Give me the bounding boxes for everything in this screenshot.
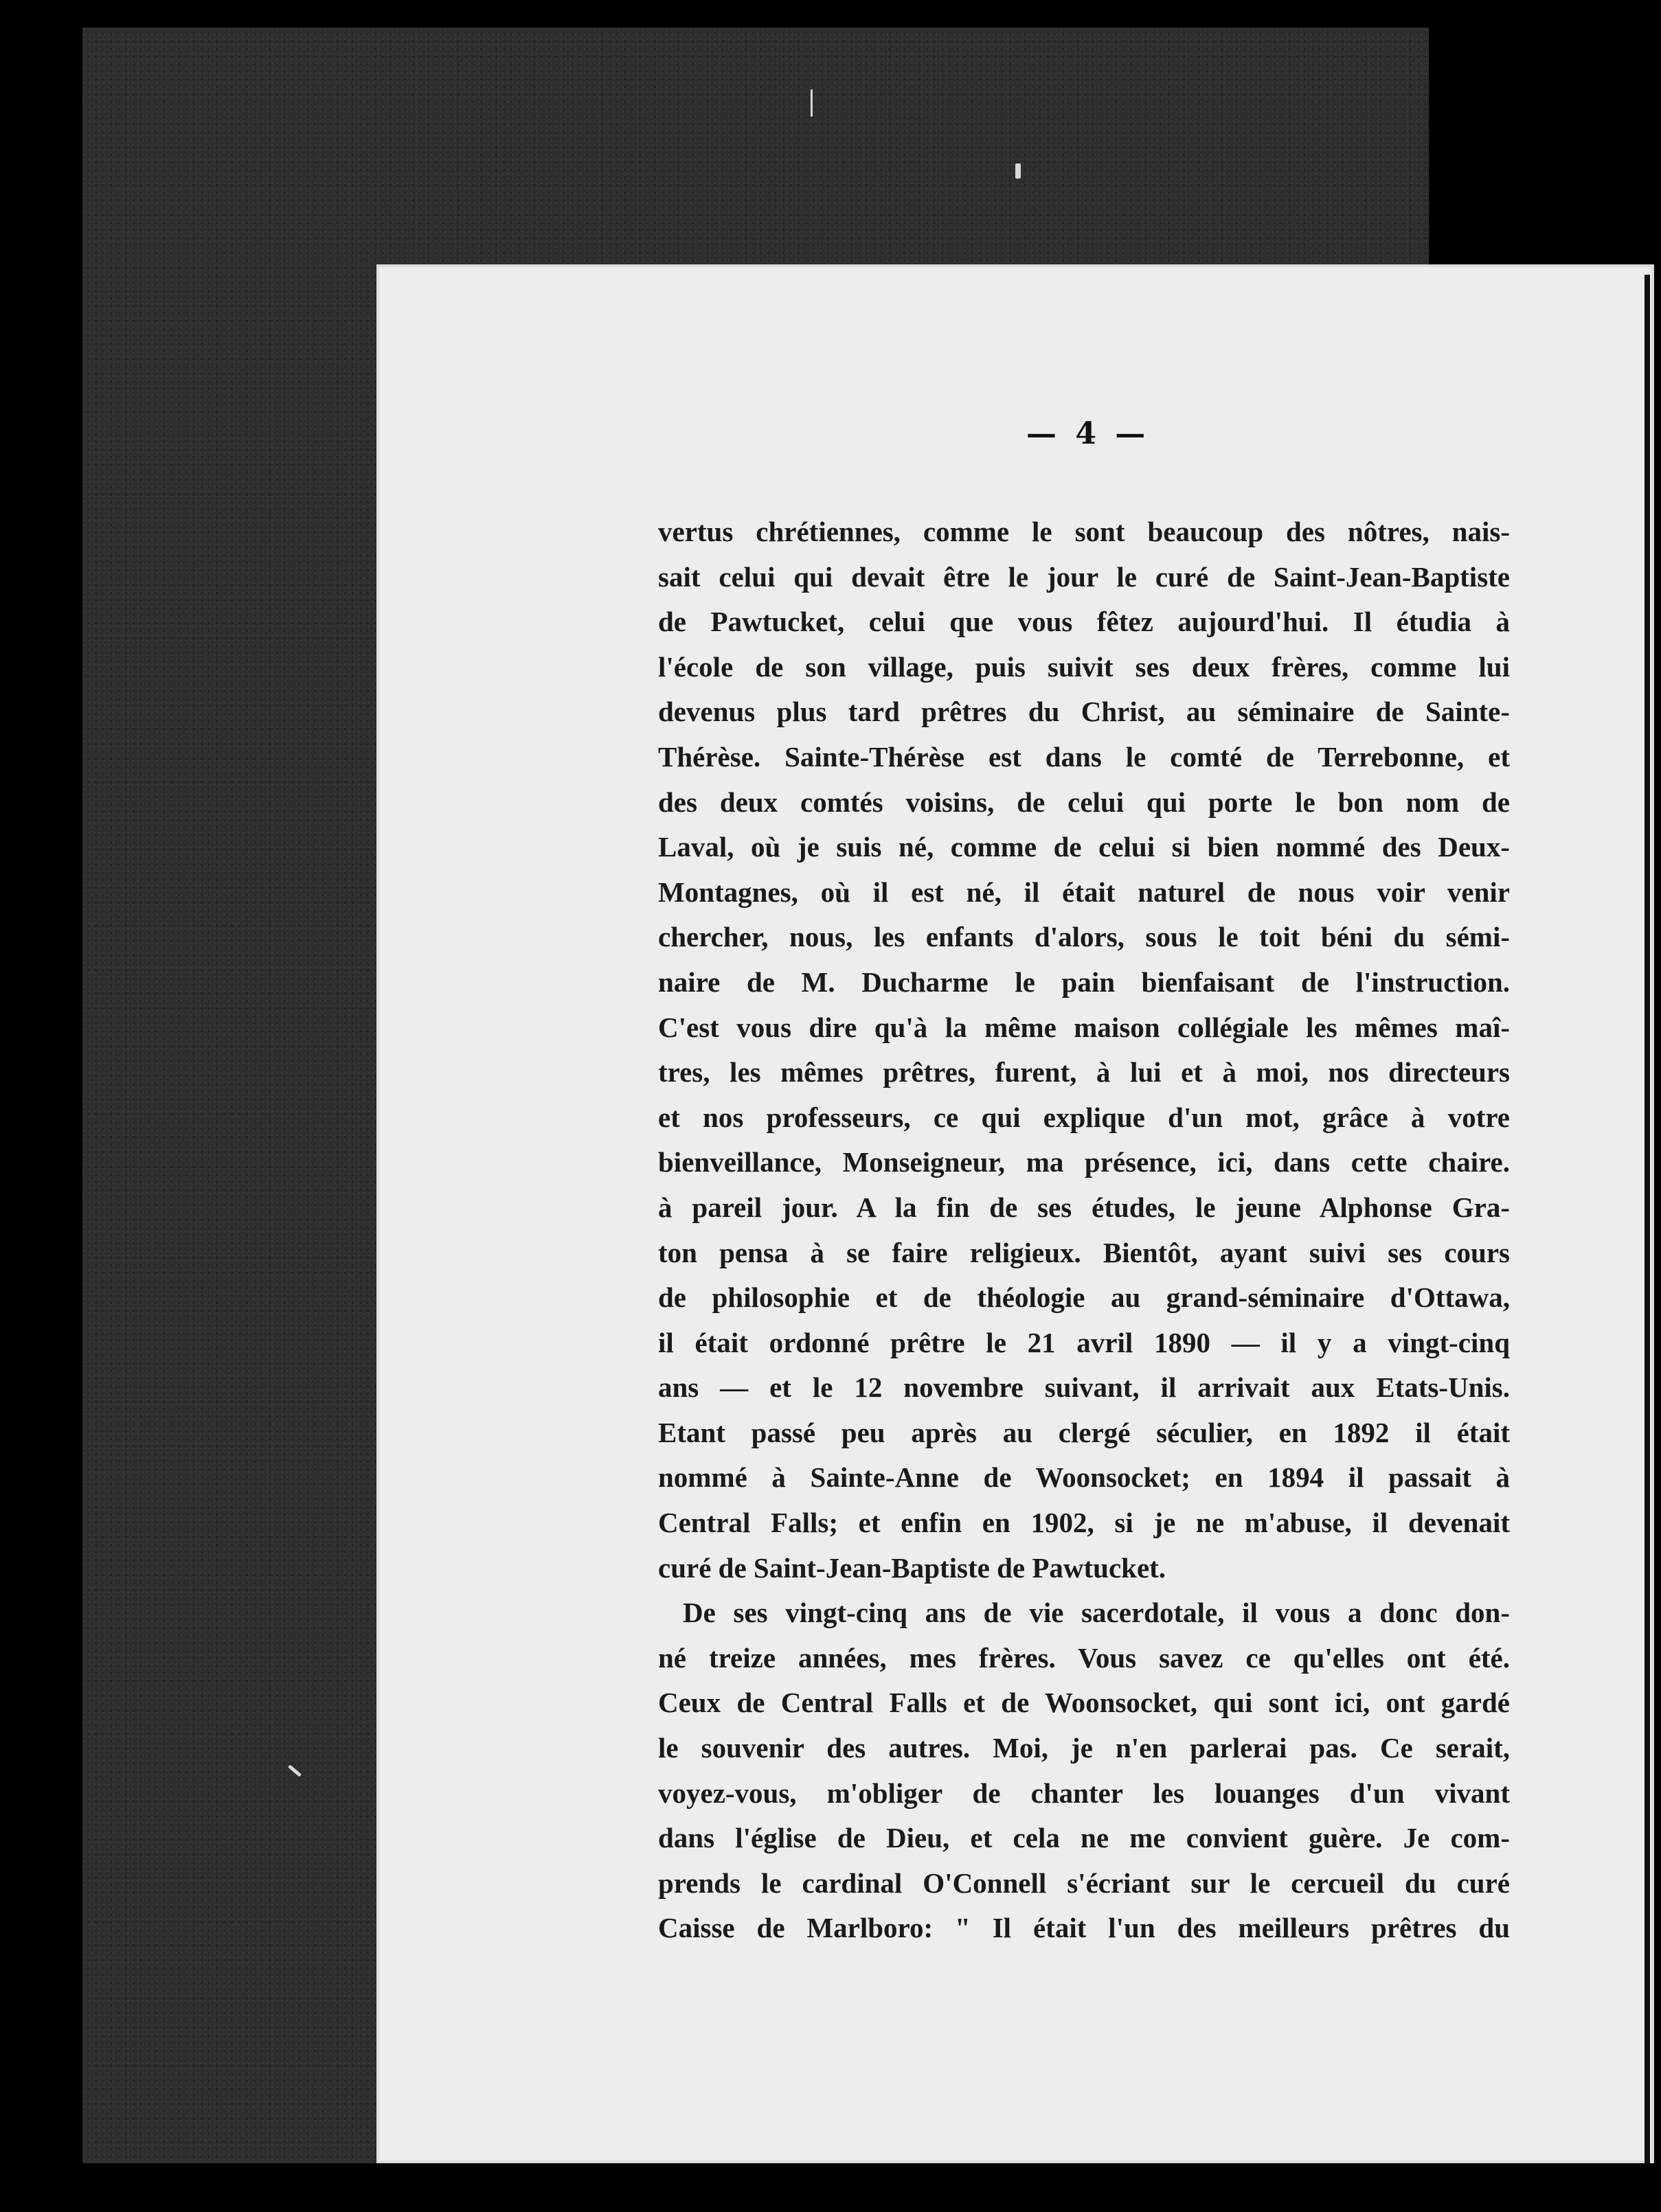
- text-line: né treize années, mes frères. Vous savez ce qu'elles ont été.: [658, 1641, 1510, 1674]
- text-line: naire de M. Ducharme le pain bienfaisant de l'instruction.: [658, 966, 1510, 998]
- text-line: Laval, où je suis né, comme de celui si bien nommé des Deux-: [658, 831, 1510, 863]
- text-line: tres, les mêmes prêtres, furent, à lui et à moi, nos directeurs: [658, 1056, 1510, 1088]
- text-line: il était ordonné prêtre le 21 avril 1890 — il y a vingt-cinq: [658, 1326, 1510, 1358]
- text-line: Ceux de Central Falls et de Woonsocket, qui sont ici, ont gardé: [658, 1687, 1510, 1719]
- text-line: devenus plus tard prêtres du Christ, au séminaire de Sainte-: [658, 696, 1510, 728]
- text-line: et nos professeurs, ce qui explique d'un mot, grâce à votre: [658, 1101, 1510, 1133]
- text-line: des deux comtés voisins, de celui qui porte le bon nom de: [658, 786, 1510, 818]
- text-line: Etant passé peu après au clergé séculier, en 1892 il était: [658, 1416, 1510, 1448]
- text-line: à pareil jour. A la fin de ses études, le jeune Alphonse Gra-: [658, 1191, 1510, 1223]
- text-line: Montagnes, où il est né, il était naturel de nous voir venir: [658, 876, 1510, 908]
- text-line: chercher, nous, les enfants d'alors, sous le toit béni du sémi-: [658, 921, 1510, 953]
- text-line: ton pensa à se faire religieux. Bientôt, ayant suivi ses cours: [658, 1236, 1510, 1268]
- dust-speck: [1015, 163, 1021, 179]
- text-line: de philosophie et de théologie au grand-séminaire d'Ottawa,: [658, 1281, 1510, 1314]
- text-line: nommé à Sainte-Anne de Woonsocket; en 1894 il passait à: [658, 1461, 1510, 1494]
- text-line: bienveillance, Monseigneur, ma présence, ici, dans cette chaire.: [658, 1146, 1510, 1178]
- page-body-text: [658, 510, 1510, 1951]
- text-line: C'est vous dire qu'à la même maison collégiale les mêmes maî-: [658, 1011, 1510, 1043]
- text-line: vertus chrétiennes, comme le sont beaucoup des nôtres, nais-: [658, 516, 1510, 547]
- text-line: dans l'église de Dieu, et cela ne me convient guère. Je com-: [658, 1822, 1510, 1854]
- text-line: l'école de son village, puis suivit ses deux frères, comme lui: [658, 650, 1510, 683]
- text-line: de Pawtucket, celui que vous fêtez aujourd'hui. Il étudia à: [658, 606, 1510, 638]
- text-line: le souvenir des autres. Moi, je n'en parlerai pas. Ce serait,: [658, 1732, 1510, 1764]
- page-binding-edge: [1645, 275, 1650, 2163]
- text-line: curé de Saint-Jean-Baptiste de Pawtucket.: [658, 1551, 1166, 1584]
- text-line: Thérèse. Sainte-Thérèse est dans le comté de Terrebonne, et: [658, 740, 1510, 773]
- text-line: Caisse de Marlboro: " Il était l'un des meilleurs prêtres du: [658, 1912, 1510, 1944]
- page-number: — 4 —: [1026, 416, 1150, 451]
- text-line: prends le cardinal O'Connell s'écriant sur le cercueil du curé: [658, 1867, 1510, 1899]
- text-line: Central Falls; et enfin en 1902, si je ne m'abuse, il devenait: [658, 1507, 1510, 1539]
- text-line: De ses vingt-cinq ans de vie sacerdotale, il vous a donc don-: [683, 1597, 1510, 1629]
- text-line: sait celui qui devait être le jour le curé de Saint-Jean-Baptiste: [658, 560, 1510, 593]
- text-line: voyez-vous, m'obliger de chanter les louanges d'un vivant: [658, 1777, 1510, 1809]
- dust-speck: [811, 89, 813, 117]
- text-line: ans — et le 12 novembre suivant, il arrivait aux Etats-Unis.: [658, 1371, 1510, 1404]
